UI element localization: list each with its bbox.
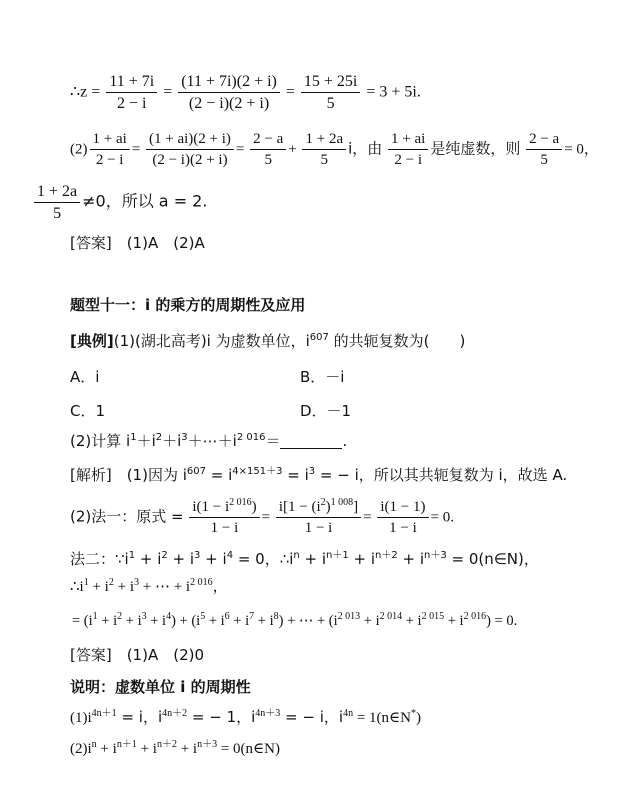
fraction: $\frac{1 + ai}{2 - i}$ [90, 132, 130, 168]
fraction: $\frac{15 + 25i}{5}$ [301, 74, 360, 112]
answer-line-2: [答案] (1)A (2)0 [70, 646, 205, 664]
note-heading: 说明：虚数单位 i 的周期性 [70, 678, 251, 696]
fraction: $\frac{1 + 2a}{5}$ [34, 184, 80, 222]
analysis-line: [解析] (1)因为 $i^{607} = i^{4\times 151+3} = i^3$ = − i，所以其共轭复数为 i，故选 A. [70, 466, 568, 484]
fraction: $\frac{1 + 2a}{5}$ [302, 132, 346, 168]
fraction: $\frac{(1 + ai)(2 + i)}{(2 - i)(2 + i)}$ [146, 132, 234, 168]
grouped-sum: = $(i^1 + i^2 + i^3 + i^4) + (i^5 + i^6 + i^7 + i^8)$ + ⋯ + $(i^{2 013} + i^{2 014} + i^{2 015} + i^{2 016}) = 0$. [72, 611, 518, 629]
equation-conclusion: $\frac{1 + 2a}{5}$ ≠0，所以 a = 2. [32, 184, 207, 222]
answer-line-1: [答案] (1)A (2)A [70, 234, 205, 252]
answer-blank [280, 434, 342, 449]
example-question: [典例](1)(湖北高考)i 为虚数单位，$i^{607}$ 的共轭复数为( ) [70, 332, 466, 350]
fraction: $\frac{i(1 - 1)}{1 - i}$ [377, 500, 428, 536]
equation-z: ∴z = $\frac{11 + 7i}{2 - i}$ = $\frac{(11 + 7i)(2 + i)}{(2 - i)(2 + i)}$ = $\frac{15 + 25i}{5}$ = 3 + 5i. [70, 73, 421, 112]
fraction: $\frac{2 - a}{5}$ [526, 132, 562, 168]
example-label: [典例] [70, 332, 114, 350]
sum-line: $\therefore i^1 + i^2 + i^3$ + ⋯ + $i^{2 016}$， [70, 577, 228, 595]
option-c: C．1 [70, 402, 106, 420]
question-2: (2)计算 $i^1+i^2+i^3+\cdots+i^{2 016}=$ . [70, 432, 348, 450]
fraction: $\frac{i(1 - i^{2 016})}{1 - i}$ [189, 500, 259, 536]
option-b: B．－i [300, 368, 345, 386]
fraction: $\frac{2 - a}{5}$ [250, 132, 286, 168]
rule-1: $(1)i^{4n+1} = i$，$i^{4n+2}$ = − 1，$i^{4n+3}$ = − i，$i^{4n}$ = 1(n∈N*) [70, 708, 421, 726]
therefore-z: ∴z = [70, 83, 101, 101]
option-d: D．－1 [300, 402, 352, 420]
rule-2: $(2)i^n + i^{n+1} + i^{n+2} + i^{n+3}$ = 0(n∈N) [70, 739, 280, 757]
section-heading: 题型十一：i 的乘方的周期性及应用 [70, 296, 306, 314]
fraction: $\frac{1 + ai}{2 - i}$ [388, 132, 428, 168]
fraction: $\frac{11 + 7i}{2 - i}$ [106, 74, 157, 112]
method-2: 法二：$\because i^1 + i^2 + i^3 + i^4 = 0$，$\therefore i^n + i^{n+1} + i^{n+2} + i^{n+3}$ = 0(n∈N)， [70, 550, 539, 568]
fraction: $\frac{i[1 - (i^2)^{1 008}]}{1 - i}$ [276, 500, 361, 536]
fraction: $\frac{(11 + 7i)(2 + i)}{(2 - i)(2 + i)}$ [178, 74, 280, 112]
option-a: A．i [70, 368, 100, 386]
method-1: (2)法一：原式 = $\frac{i(1 - i^{2 016})}{1 - i}$ = $\frac{i[1 - (i^2)^{1 008}]}{1 - i}$ = $\frac{i(1 - 1)}{1 - i}$ = 0. [70, 497, 454, 536]
equation-part2: (2) $\frac{1 + ai}{2 - i}$ = $\frac{(1 + ai)(2 + i)}{(2 - i)(2 + i)}$ = $\frac{2 - a}{5}$ + $\frac{1 + 2a}{5}$ i，由 $\frac{1 + ai}{2 - i}$ 是纯虚数，则 $\frac{2 - a}{5}$ = 0， [70, 131, 599, 168]
